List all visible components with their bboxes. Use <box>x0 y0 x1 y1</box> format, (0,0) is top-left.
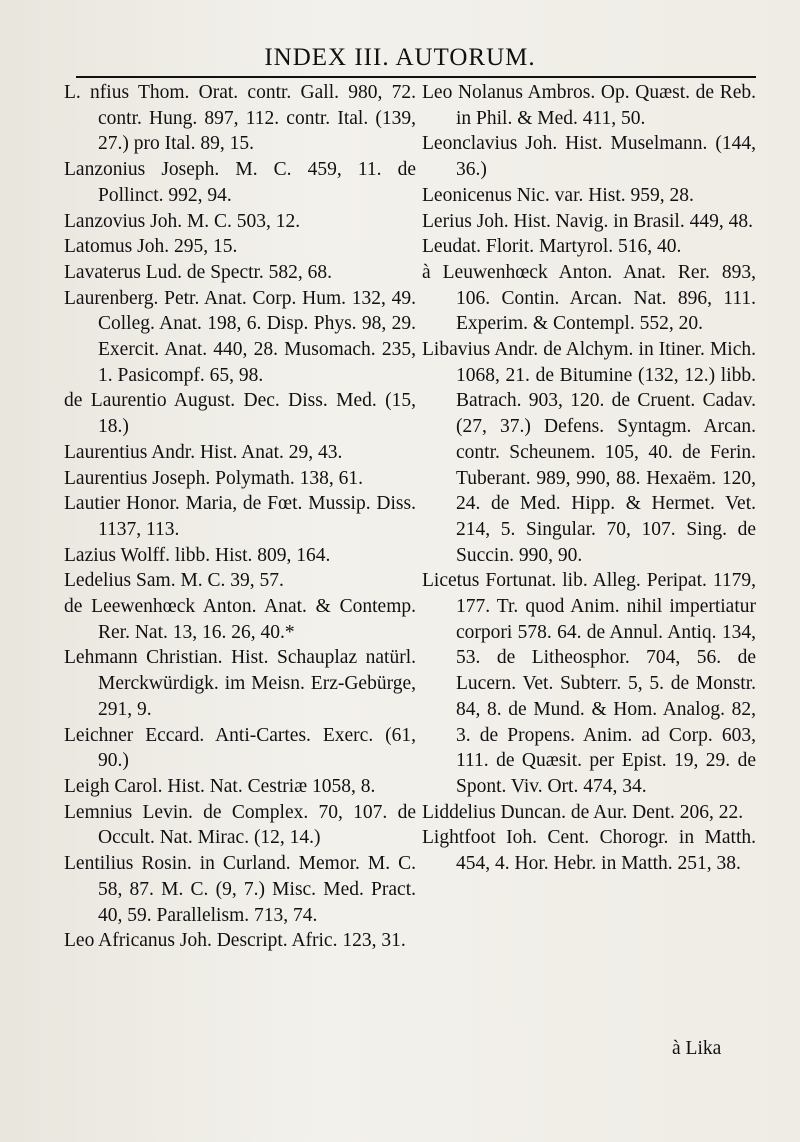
catchword: à Lika <box>672 1038 722 1059</box>
index-entry: Lazius Wolff. libb. Hist. 809, 164. <box>64 544 331 566</box>
index-entry: Lanzovius Joh. M. C. 503, 12. <box>64 210 301 232</box>
index-entry: L. nfius Thom. Orat. contr. Gall. 980, 72. contr. Hung. 897, 112. contr. Ital. (139, 27.) pro Ital. 89, 15. <box>64 82 416 155</box>
index-entry: Laurentius Joseph. Polymath. 138, 61. <box>64 467 363 489</box>
index-entry: Liddelius Duncan. de Aur. Dent. 206, 22. <box>422 801 744 823</box>
index-entry: Lemnius Levin. de Complex. 70, 107. de Occult. Nat. Mirac. (12, 14.) <box>64 801 416 849</box>
index-entry: Leo Nolanus Ambros. Op. Quæst. de Reb. in Phil. & Med. 411, 50. <box>422 82 756 129</box>
index-entry: Lehmann Christian. Hist. Schauplaz natürl. Merckwürdigk. im Meisn. Erz-Gebürge, 291, 9. <box>64 647 416 720</box>
index-entry: Leudat. Florit. Martyrol. 516, 40. <box>422 236 682 258</box>
index-entry: Leichner Eccard. Anti-Cartes. Exerc. (61, 90.) <box>64 724 416 772</box>
index-entry: Leo Africanus Joh. Descript. Afric. 123, 31. <box>64 930 406 952</box>
index-entry: Leigh Carol. Hist. Nat. Cestriæ 1058, 8. <box>64 775 376 797</box>
index-entry: de Leewenhœck Anton. Anat. & Contemp. Rer. Nat. 13, 16. 26, 40.* <box>64 596 416 643</box>
index-entry: Latomus Joh. 295, 15. <box>64 236 238 258</box>
index-entry: Laurenberg. Petr. Anat. Corp. Hum. 132, 49. Colleg. Anat. 198, 6. Disp. Phys. 98, 29. Exercit. Anat. 440, 28. Musomach. 235, 1. Pasicompf. 65, 98. <box>64 287 416 386</box>
index-entry: Laurentius Andr. Hist. Anat. 29, 43. <box>64 441 343 463</box>
index-entry: de Laurentio August. Dec. Diss. Med. (15, 18.) <box>64 390 416 438</box>
index-entry: Lautier Honor. Maria, de Fœt. Mussip. Diss. 1137, 113. <box>64 493 416 540</box>
index-entry: Leonicenus Nic. var. Hist. 959, 28. <box>422 184 694 206</box>
index-column-left <box>64 80 416 954</box>
header-rule <box>76 76 756 78</box>
index-entry: Ledelius Sam. M. C. 39, 57. <box>64 570 284 592</box>
page-title: INDEX III. AUTORUM. <box>264 44 536 71</box>
index-column-right <box>422 80 756 877</box>
index-entry: Licetus Fortunat. lib. Alleg. Peripat. 1179, 177. Tr. quod Anim. nihil impertiatur corpori 578. 64. de Annul. Antiq. 134, 53. de Litheosphor. 704, 56. de Lucern. Vet. Subterr. 5, 5. de Monstr. 84, 8. de Mund. & Hom. Analog. 82, 3. de Propens. Anim. ad Corp. 603, 111. de Quæsit. per Epist. 19, 29. de Spont. Viv. Ort. 474, 34. <box>422 570 756 797</box>
index-entry: Lentilius Rosin. in Curland. Memor. M. C. 58, 87. M. C. (9, 7.) Misc. Med. Pract. 40, 59. Parallelism. 713, 74. <box>64 853 416 926</box>
index-entry: Leonclavius Joh. Hist. Muselmann. (144, 36.) <box>422 133 756 181</box>
index-entry: Lanzonius Joseph. M. C. 459, 11. de Pollinct. 992, 94. <box>64 159 416 206</box>
index-entry: Libavius Andr. de Alchym. in Itiner. Mich. 1068, 21. de Bitumine (132, 12.) libb. Batrach. 903, 120. de Cruent. Cadav. (27, 37.) Defens. Syntagm. Arcan. contr. Scheunem. 105, 40. de Ferin. Tuberant. 989, 990, 88. Hexaëm. 120, 24. de Med. Hipp. & Hermet. Vet. 214, 5. Singular. 70, 107. Sing. de Succin. 990, 90. <box>422 339 756 566</box>
index-entry: à Leuwenhœck Anton. Anat. Rer. 893, 106. Contin. Arcan. Nat. 896, 111. Experim. & Contempl. 552, 20. <box>422 261 756 335</box>
index-entry: Lavaterus Lud. de Spectr. 582, 68. <box>64 261 333 283</box>
index-entry: Lightfoot Ioh. Cent. Chorogr. in Matth. 454, 4. Hor. Hebr. in Matth. 251, 38. <box>422 827 756 875</box>
index-entry: Lerius Joh. Hist. Navig. in Brasil. 449, 48. <box>422 210 753 232</box>
